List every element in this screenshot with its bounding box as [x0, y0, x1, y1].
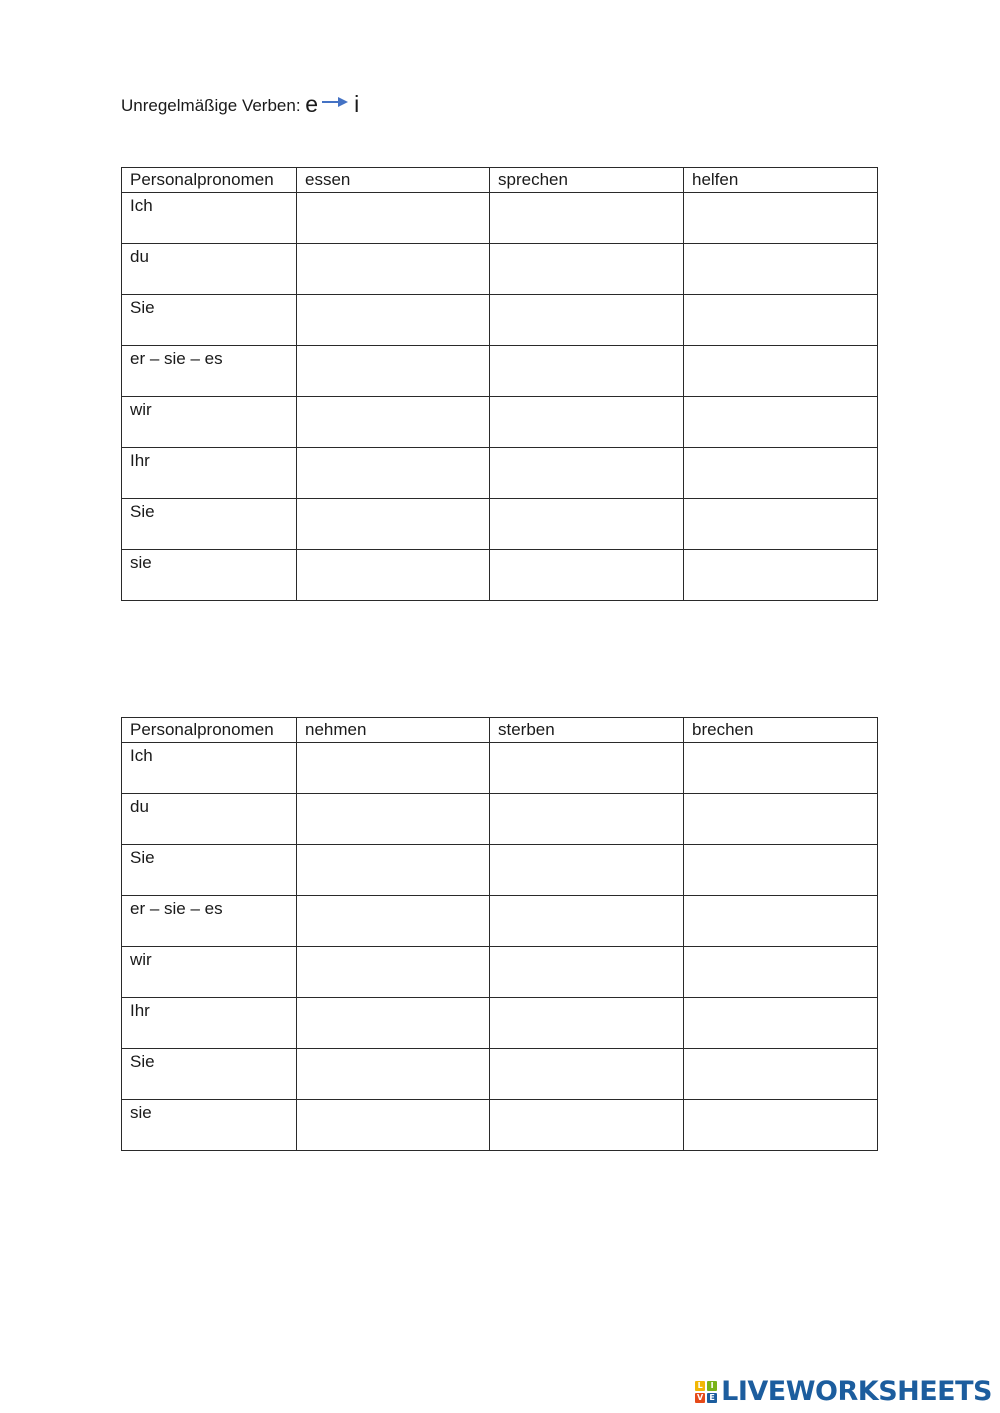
answer-cell[interactable]	[297, 998, 490, 1049]
table-row	[122, 947, 878, 998]
answer-cell[interactable]	[297, 193, 490, 244]
table-row	[122, 346, 878, 397]
table-row	[122, 1049, 878, 1100]
answer-cell[interactable]	[684, 947, 878, 998]
answer-cell[interactable]	[490, 794, 684, 845]
header-pronoun: Personalpronomen	[122, 718, 297, 743]
answer-cell[interactable]	[490, 448, 684, 499]
table-row	[122, 794, 878, 845]
pronoun-cell: Ihr	[122, 448, 297, 499]
answer-cell[interactable]	[684, 794, 878, 845]
answer-cell[interactable]	[297, 244, 490, 295]
answer-cell[interactable]	[490, 947, 684, 998]
table-row	[122, 193, 878, 244]
from-vowel: e	[305, 91, 319, 117]
answer-cell[interactable]	[490, 1100, 684, 1151]
pronoun-cell: du	[122, 244, 297, 295]
answer-cell[interactable]	[684, 896, 878, 947]
answer-cell[interactable]	[684, 295, 878, 346]
header-verb-2: sterben	[490, 718, 684, 743]
answer-cell[interactable]	[490, 295, 684, 346]
answer-cell[interactable]	[490, 550, 684, 601]
answer-cell[interactable]	[297, 794, 490, 845]
header-pronoun: Personalpronomen	[122, 168, 297, 193]
answer-cell[interactable]	[297, 896, 490, 947]
answer-cell[interactable]	[684, 397, 878, 448]
logo-mark-i: I	[707, 1381, 717, 1391]
to-vowel: i	[354, 91, 360, 117]
answer-cell[interactable]	[297, 550, 490, 601]
pronoun-cell: wir	[122, 397, 297, 448]
header-verb-1: essen	[297, 168, 490, 193]
answer-cell[interactable]	[490, 896, 684, 947]
table-row	[122, 845, 878, 896]
conjugation-table-2	[121, 717, 878, 1151]
pronoun-cell: Sie	[122, 845, 297, 896]
table-row	[122, 743, 878, 794]
pronoun-cell: Sie	[122, 499, 297, 550]
answer-cell[interactable]	[297, 845, 490, 896]
answer-cell[interactable]	[297, 448, 490, 499]
answer-cell[interactable]	[490, 244, 684, 295]
pronoun-cell: wir	[122, 947, 297, 998]
pronoun-cell: Ihr	[122, 998, 297, 1049]
arrow-right-icon	[322, 88, 348, 116]
answer-cell[interactable]	[297, 1049, 490, 1100]
pronoun-cell: er – sie – es	[122, 346, 297, 397]
title-label: Unregelmäßige Verben:	[121, 96, 301, 115]
answer-cell[interactable]	[684, 743, 878, 794]
answer-cell[interactable]	[297, 499, 490, 550]
answer-cell[interactable]	[490, 397, 684, 448]
pronoun-cell: sie	[122, 550, 297, 601]
answer-cell[interactable]	[490, 845, 684, 896]
logo-mark-v: V	[697, 1393, 704, 1402]
answer-cell[interactable]	[490, 499, 684, 550]
answer-cell[interactable]	[684, 1049, 878, 1100]
pronoun-cell: Sie	[122, 1049, 297, 1100]
answer-cell[interactable]	[490, 743, 684, 794]
header-verb-1: nehmen	[297, 718, 490, 743]
liveworksheets-logo	[695, 1377, 992, 1407]
worksheet-title	[121, 88, 359, 120]
table-row	[122, 998, 878, 1049]
liveworksheets-logo-icon	[695, 1381, 717, 1403]
answer-cell[interactable]	[684, 448, 878, 499]
answer-cell[interactable]	[490, 998, 684, 1049]
answer-cell[interactable]	[684, 998, 878, 1049]
answer-cell[interactable]	[297, 1100, 490, 1151]
logo-text: LIVEWORKSHEETS	[721, 1376, 992, 1407]
table-header-row	[122, 168, 878, 193]
answer-cell[interactable]	[490, 193, 684, 244]
answer-cell[interactable]	[297, 743, 490, 794]
table-row	[122, 499, 878, 550]
table-row	[122, 244, 878, 295]
header-verb-3: brechen	[684, 718, 878, 743]
table-header-row	[122, 718, 878, 743]
conjugation-table-1	[121, 167, 878, 601]
table-row	[122, 1100, 878, 1151]
answer-cell[interactable]	[684, 1100, 878, 1151]
answer-cell[interactable]	[490, 346, 684, 397]
table-row	[122, 896, 878, 947]
pronoun-cell: er – sie – es	[122, 896, 297, 947]
table-row	[122, 550, 878, 601]
answer-cell[interactable]	[684, 499, 878, 550]
pronoun-cell: Sie	[122, 295, 297, 346]
table-row	[122, 448, 878, 499]
answer-cell[interactable]	[684, 845, 878, 896]
header-verb-2: sprechen	[490, 168, 684, 193]
header-verb-3: helfen	[684, 168, 878, 193]
answer-cell[interactable]	[684, 346, 878, 397]
table-row	[122, 397, 878, 448]
answer-cell[interactable]	[297, 397, 490, 448]
logo-mark-e: E	[707, 1393, 717, 1403]
answer-cell[interactable]	[297, 947, 490, 998]
pronoun-cell: Ich	[122, 193, 297, 244]
answer-cell[interactable]	[490, 1049, 684, 1100]
answer-cell[interactable]	[297, 346, 490, 397]
answer-cell[interactable]	[297, 295, 490, 346]
pronoun-cell: sie	[122, 1100, 297, 1151]
pronoun-cell: du	[122, 794, 297, 845]
pronoun-cell: Ich	[122, 743, 297, 794]
answer-cell[interactable]	[684, 193, 878, 244]
logo-mark-l: L	[695, 1381, 705, 1391]
answer-cell[interactable]	[684, 550, 878, 601]
table-row	[122, 295, 878, 346]
answer-cell[interactable]	[684, 244, 878, 295]
